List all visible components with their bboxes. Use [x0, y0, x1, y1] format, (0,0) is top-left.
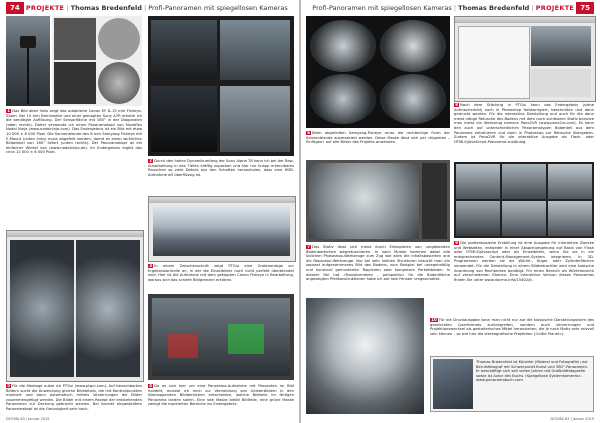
author-bio-text: Thomas Bredenfeld ist Künstler (Malerei und Fotografie) und Berufsfotograf mit Schwerpunkt Kunst und 360°-Panoramen. Er beschäftigt sich seit vielen Jahren mit Großbildfotografie sowie ist Autor des Buchs »Spiegellose Systemkameras«. www.panoramabuch.com — [476, 360, 589, 383]
right-page-header: Profi-Panoramen mit spiegellosen Kameras | Thomas Bredenfeld | PROJEKTE 75 — [312, 2, 594, 14]
section-label: PROJEKTE — [25, 4, 65, 12]
caption-badge: 6 — [307, 130, 310, 135]
footer-right: DOCMA 63 | Januar 2015 — [550, 417, 594, 421]
caption-2: 2 Durch den hohen Dynamikumfang der Sony Alpha 7R kann ich bei der Raw-Ausarbeitung in den Tiefen kräftig zupacken und hier nur knapp erkennbares Rauschen so viele Details aus den Schatten herausholen, dass eine HDR-Aufnahme oft überflüssig ist. — [148, 158, 294, 177]
caption-badge: 10 — [431, 317, 437, 322]
author-name: Thomas Bredenfeld — [458, 4, 530, 12]
cube-faces-photos — [454, 162, 594, 238]
article-title: Profi-Panoramen mit spiegellosen Kameras — [148, 4, 288, 12]
caption-badge: 4 — [149, 383, 152, 388]
caption-4: 4 Da es sich hier um eine Panorama-Aufnahme mit Passanten im Bild handelt, musste ich mich zur Vermeidung von Geisterbildern in den überlappenden Bildbereichen entscheiden, welche Bildteile im fertigen Panorama landen sollen. Eine rote Maske bleibt Bildteile, eine grüne Maske zwingt die markierten Bereiche ins Endergebnis. — [148, 383, 294, 407]
section-label: PROJEKTE — [535, 4, 575, 12]
author-portrait — [433, 359, 473, 409]
caption-3: 3 In einem Zwischenschritt zeigt PTGui eine Grobmontage zur Ergebniskontrolle an, in der die Einzelbilder noch nicht perfekt überblendet sind. Hier ist die Aufnahme mit dem gekippten Canon Fisheye in Bearbeitung, woraus sich das schiefe Bildgrenzen erklären. — [148, 263, 294, 282]
caption-9: 9 Die plattenbasierte Erstellung ist eine Ausgabe für interaktive Zwecke und Webseiten, entweder in einer Abspielumgebung auf Basis von Flash oder HTML5/Javascript oder als Einzelbilder, wenn Sie sie in ein entsprechendes Content-Management-System integrieren. In 3D-Programmen werden sie als Würfel-, Kugel- oder Zylinderflächen verwendet. Für die Darstellung in einem Bildbetrachter wird eine kubische Anordnung von Rechtecken benötigt. Für einen Bereich als Würfelansicht auf verschiedenen Ebenen. Eine interaktive Version dieses Panoramas finden Sie unter www.docma.info/15402/b. — [454, 240, 594, 282]
caption-badge: 8 — [455, 102, 458, 107]
fisheye-mask-photos — [306, 16, 450, 128]
caption-badge: 1 — [7, 108, 10, 113]
masking-screenshot — [148, 294, 294, 380]
control-points-screenshot — [6, 230, 144, 382]
author-name: Thomas Bredenfeld — [70, 4, 142, 12]
caption-7: 7 Das Stativ lässt sich meist durch Einkopieren von umgebenden Bodenbereichen wegretuschieren. In nach Muster kommen dabei alle üblichen Photoshop-Werkzeuge zum Zug wie allen die Inhaltsbasierten und die Reparatur-Werkzeuge. Nur bei sehr heiklen Strukturen braucht man ein separat aufgenommenes Bild des Bodens, zum Beispiel bei unregelmäßig und kunstvoll gemusterten Teppichen oder komplexen Parkettböden. In diesem Fall hat »Transformieren – perspektiv« für die Bodenfläche angezeigten Pfeilkonstruktionen habe ich auf rote Fenster umgeschaltet. — [306, 244, 450, 282]
caption-10: 10 Für die Druckausgabe kann man nicht nur auf die klassische Darstellungsform des gestreckten Querformats zurückgreifen, sondern auch Verzerrungen und Projektionswechsel als gestalterisches Mittel heranziehen, die je nach Motiv sehr reizvoll sein können – so wie hier die stereografische Projektion (»Little Planet«). — [430, 317, 594, 336]
floor-retouch-screenshot — [306, 160, 450, 242]
little-planet-photo — [306, 298, 424, 414]
caption-1: 1 Das Bild oben links zeigt das adaptierte Canon EF 8–15 mm Fisheye-Zoom. Bei 15 mm Brennweite und einer gekippten Sony A7R erhalte ich die benötigte Auflösung. Der Sensorfläche mit 180° in der Diagonalen (oben rechts). Daher verwende ich einen Panoramakopf von Novoflex Nodal Ninja (www.nodalninja.com). Das Endergebnis ist ein Bild mit etwa 10 000 × 8 000 Pixel. Die Sonnenblende des 8 mm Samyang Fisheye mit E-Mount (unten links) muss abgefeilt werden, damit es einen wirklichen Bildwinkel von 180° liefert (unten rechts). Der Panoramakopf ist ein einfacher Winkel von (www.nodalninja.de). Im Endergebnis ergibt das circa 12 000 × 6 000 Pixel. — [6, 108, 142, 155]
caption-5: 5 Für die Montage nutze ich PTGui (www.ptgui.com). Auf benachbarten Bildern sucht die Anwendung gleiche Bilddetails, die mit Kontrollpunkten markiert und dann automatisch mittels Verzerrungen die Bilder zusammengefügt werden. Die Bilder mit einem Rezept der entstehenden Panoramen zur Deckung gebracht werden. Bei korrekt eingestelltem Panoramakopf ist die Genauigkeit sehr hoch. — [6, 383, 142, 411]
article-title: Profi-Panoramen mit spiegellosen Kameras — [312, 4, 452, 12]
left-page-header: 74 PROJEKTE | Thomas Bredenfeld | Profi-Panoramen mit spiegellosen Kameras — [6, 2, 288, 14]
page-number: 74 — [6, 2, 24, 14]
ptgui-preview-window — [148, 196, 296, 262]
page-number: 75 — [576, 2, 594, 14]
caption-badge: 3 — [149, 263, 152, 268]
caption-badge: 7 — [307, 244, 310, 249]
author-bio-box — [430, 356, 594, 412]
page-gutter — [299, 0, 301, 423]
caption-8: 8 Nach dem Stitching in PTGui kann das Endergebnis (siehe Aufmacherbild) noch in Photoshop farbkorrigiert, beschnitten und dann gedruckt werden. Für die interaktive Darstellung und auch für die dann meist nötige Retusche des Bodens mit dem noch sichtbaren Stativ benutze man meist ein Werkzeug namens Pano2VR (www.pano2vr.com). Es kann den auch auf unterschiedlichen Panoramatypen Bodenteil aus dem Panorama extrahieren und dann in Photoshop zur Retusche übergeben. Zudem ist Pano2VR für die interaktive Ausgabe als Flash- oder HTML5/JavaScript-Panorama zuständig. — [454, 102, 594, 144]
caption-badge: 5 — [7, 383, 10, 388]
fisheye-lens-photos — [52, 16, 142, 106]
caption-badge: 9 — [455, 240, 458, 245]
tripod-camera-photo — [6, 16, 50, 106]
caption-6: 6 Beim abgefeilten Samyang-Fisheye muss die rechteckige Form der Sonnenblende ausmaskiert werden. Diese Maske lässt sich per »Kopieren – Einfügen« auf alle Bilder des Projekts anwenden. — [306, 130, 450, 145]
pano2vr-window — [454, 16, 596, 102]
raw-conversion-screenshots — [148, 16, 294, 156]
author-website-link[interactable]: www.panoramabuch.com — [476, 378, 523, 383]
caption-badge: 2 — [149, 158, 152, 163]
footer-left: DOCMA 63 | Januar 2015 — [6, 417, 50, 421]
